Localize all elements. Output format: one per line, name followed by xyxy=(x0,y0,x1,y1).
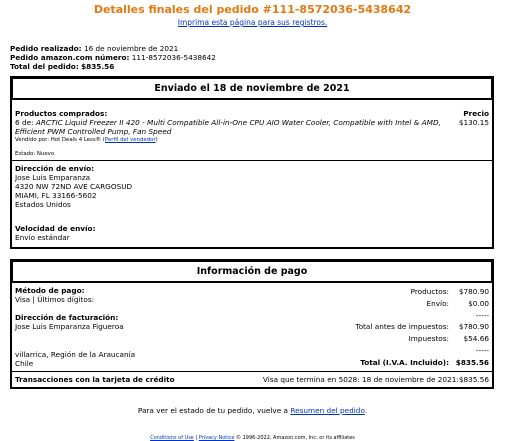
order-date: 16 de noviembre de 2021 xyxy=(83,44,179,53)
payment-method-label: Método de pago: xyxy=(15,286,85,295)
products-label: Productos comprados: xyxy=(15,109,108,118)
grand-total-value: $835.56 xyxy=(455,357,489,367)
transaction-text: Visa que termina en 5028: 18 de noviembre de 2021: xyxy=(262,375,459,384)
transactions-row xyxy=(12,371,492,387)
pretax-label: Total antes de impuestos: xyxy=(355,322,449,332)
order-summary xyxy=(10,44,505,71)
product-line xyxy=(15,118,445,136)
shipment-body xyxy=(11,100,493,248)
ship-address-line: Estados Unidos xyxy=(15,200,71,209)
products-section xyxy=(12,100,492,160)
grand-total-label: Total (I.V.A. Incluido): xyxy=(360,357,449,367)
conditions-of-use-link[interactable]: Conditions of Use xyxy=(150,435,194,441)
order-total-label: Total del pedido: xyxy=(10,62,79,71)
condition: Estado: Nuevo xyxy=(15,151,55,157)
product-quantity: 6 de: xyxy=(15,118,34,127)
order-number-row xyxy=(10,53,505,62)
product-name: ARCTIC Liquid Freezer II 420 - Multi Compatible All-in-One CPU AIO Water Cooler, Compatible with Intel & AMD, Efficient PWM Controlled Pump, Fan Speed xyxy=(15,118,441,136)
tax-label: Impuestos: xyxy=(408,334,449,344)
tax-value: $54.66 xyxy=(463,334,489,344)
payment-body xyxy=(11,283,493,388)
ship-speed: Envío estándar xyxy=(15,233,70,242)
order-details-page xyxy=(0,3,505,441)
dashes-separator: ----- xyxy=(475,310,489,320)
order-total-row xyxy=(10,62,505,71)
status-footer xyxy=(0,406,505,415)
dashes-separator: ----- xyxy=(475,345,489,355)
order-date-row xyxy=(10,44,505,53)
order-number: 111-8572036-5438642 xyxy=(131,53,216,62)
ship-speed-section xyxy=(12,221,492,247)
totals-row xyxy=(355,309,489,321)
print-page-link[interactable]: Imprima esta página para sus registros. xyxy=(177,18,328,27)
seller-profile-link[interactable]: Perfil del vendedor xyxy=(104,137,156,143)
payment-method-value: Visa | Últimos dígitos: xyxy=(15,295,95,304)
totals-row xyxy=(355,298,489,310)
shipping-total-value: $0.00 xyxy=(468,299,489,309)
transactions-label: Transacciones con la tarjeta de crédito xyxy=(15,375,175,384)
billing-address-label: Dirección de facturación: xyxy=(15,313,119,322)
shipping-total-label: Envío: xyxy=(426,299,449,309)
order-number-label: Pedido amazon.com número: xyxy=(10,53,130,62)
payment-left xyxy=(15,286,255,368)
products-total-value: $780.90 xyxy=(458,287,489,297)
payment-box xyxy=(10,259,494,389)
products-header-row xyxy=(15,109,489,118)
totals-row xyxy=(355,321,489,333)
totals-table xyxy=(355,286,489,368)
ship-address-line: 4320 NW 72ND AVE CARGOSUD xyxy=(15,182,133,191)
billing-line: Chile xyxy=(15,359,34,368)
transaction-value: $835.56 xyxy=(458,375,489,384)
totals-row xyxy=(355,333,489,345)
ship-address-section xyxy=(12,160,492,221)
status-end: . xyxy=(364,406,368,415)
pretax-value: $780.90 xyxy=(458,322,489,332)
totals-row xyxy=(355,286,489,298)
seller-row xyxy=(15,136,489,145)
seller-close: ) xyxy=(155,137,158,143)
ship-address-label: Dirección de envío: xyxy=(15,164,95,173)
billing-name: Jose Luis Emparanza Figueroa xyxy=(15,322,124,331)
price-label: Precio xyxy=(463,109,489,118)
ship-address-line: MIAMI, FL 33166-5602 xyxy=(15,191,97,200)
product-row xyxy=(15,118,489,136)
product-price: $130.15 xyxy=(458,118,489,127)
order-date-label: Pedido realizado: xyxy=(10,44,82,53)
copyright: © 1996-2022, Amazon.com, Inc. or its affiliates xyxy=(236,435,355,441)
order-summary-link[interactable]: Resumen del pedido xyxy=(290,406,365,415)
pipe-separator: | xyxy=(195,435,198,441)
ship-address-line: Jose Luis Emparanza xyxy=(15,173,91,182)
order-total: $835.56 xyxy=(81,62,115,71)
status-text: Para ver el estado de tu pedido, vuelve a xyxy=(137,406,289,415)
payment-details xyxy=(12,283,492,371)
page-title: Detalles finales del pedido #111-8572036-5438642 xyxy=(93,3,412,16)
shipment-heading: Enviado el 18 de noviembre de 2021 xyxy=(11,77,493,100)
transaction-entry xyxy=(263,375,489,384)
shipment-box xyxy=(10,76,494,249)
products-total-label: Productos: xyxy=(410,287,449,297)
seller-text: Vendido por: Hot Deals 4 Less® ( xyxy=(15,137,105,143)
totals-row xyxy=(355,345,489,357)
payment-heading: Información de pago xyxy=(11,260,493,283)
privacy-notice-link[interactable]: Privacy Notice xyxy=(198,435,235,441)
billing-line: villarrica, Región de la Araucanía xyxy=(15,350,136,359)
legal-footer xyxy=(0,435,505,441)
ship-speed-label: Velocidad de envío: xyxy=(15,224,96,233)
totals-row xyxy=(355,356,489,368)
